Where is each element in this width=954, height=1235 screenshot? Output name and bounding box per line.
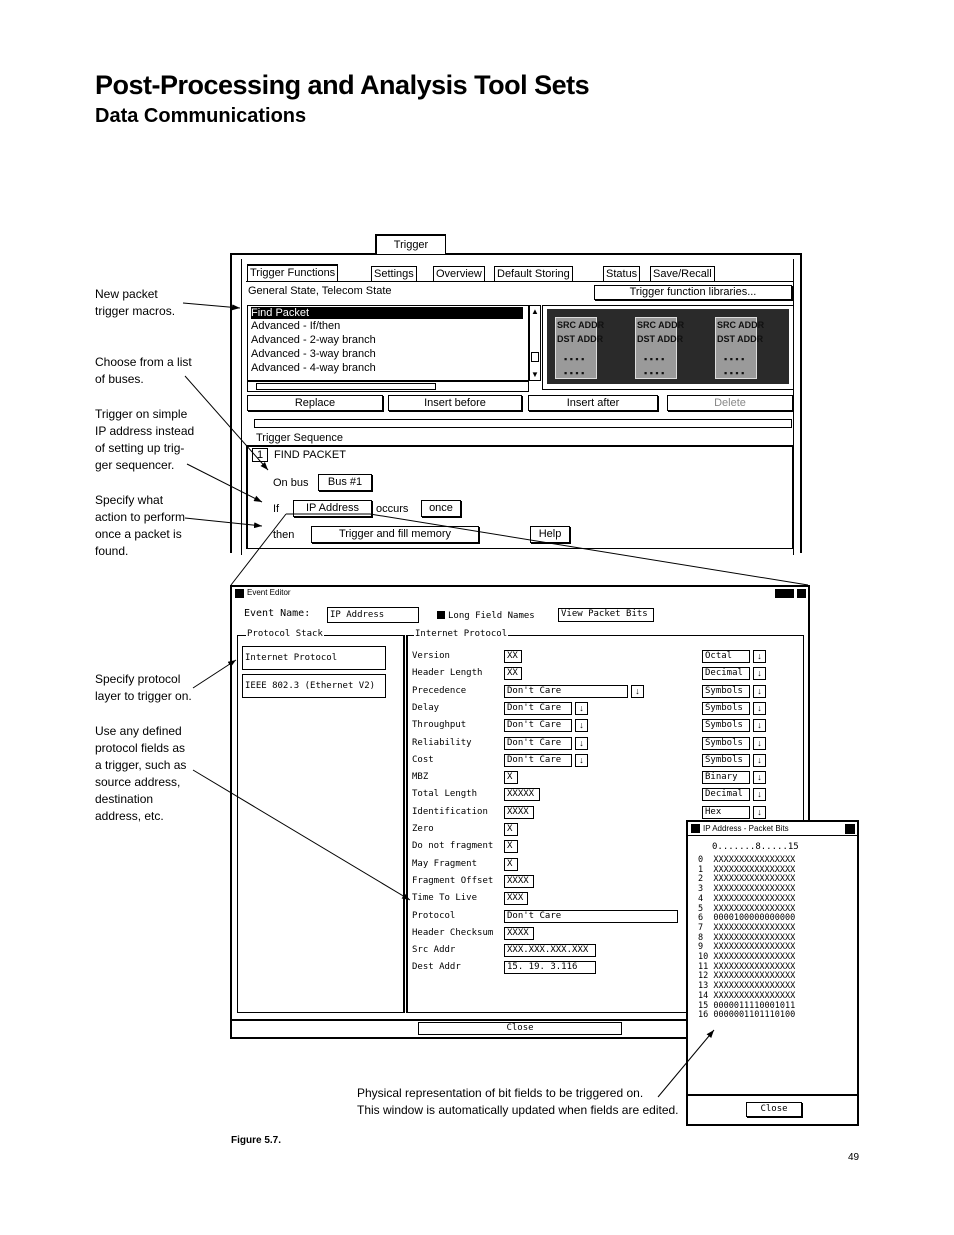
bits-row: 8 XXXXXXXXXXXXXXXX <box>698 932 796 943</box>
field-format-select[interactable]: Decimal <box>702 667 750 680</box>
dropdown-arrow-icon[interactable]: ↓ <box>753 685 766 698</box>
field-value-input[interactable]: 15. 19. 3.116 <box>504 961 596 974</box>
if-condition-select[interactable]: IP Address <box>293 500 372 517</box>
insert-after-button[interactable]: Insert after <box>528 395 658 411</box>
field-value-input[interactable]: XXXX <box>504 806 534 819</box>
field-name: Src Addr <box>412 945 456 955</box>
step-name: FIND PACKET <box>274 449 346 461</box>
bits-row: 10 XXXXXXXXXXXXXXXX <box>698 952 796 963</box>
list-item[interactable]: Advanced - 3-way branch <box>251 348 376 360</box>
tab-save-recall[interactable]: Save/Recall <box>650 266 715 281</box>
field-name: Fragment Offset <box>412 876 494 886</box>
field-format-select[interactable]: Hex <box>702 806 750 819</box>
dropdown-arrow-icon[interactable]: ↓ <box>753 788 766 801</box>
bits-row: 3 XXXXXXXXXXXXXXXX <box>698 884 796 895</box>
field-value-input[interactable]: Don't Care <box>504 910 678 923</box>
ip-group-label: Internet Protocol <box>415 629 508 639</box>
preview-src-label: SRC ADDR <box>637 320 685 330</box>
bits-row: 12 XXXXXXXXXXXXXXXX <box>698 971 796 982</box>
dropdown-arrow-icon[interactable]: ↓ <box>753 806 766 819</box>
delete-button[interactable]: Delete <box>667 395 793 411</box>
list-item[interactable]: Find Packet <box>251 307 523 319</box>
preview-dst-label: DST ADDR <box>717 334 764 344</box>
preview-pane: SRC ADDR DST ADDR ▪ ▪ ▪ ▪ ▪ ▪ ▪ ▪ SRC ADDR DST ADDR ▪ ▪ ▪ ▪ ▪ ▪ ▪ ▪ SRC ADDR DST ADDR ▪ ▪ ▪ ▪ ▪ ▪ ▪ ▪ <box>542 305 794 390</box>
field-name: Version <box>412 651 450 661</box>
leader-line <box>183 303 240 308</box>
field-name: Cost <box>412 755 434 765</box>
tab-trigger-functions[interactable]: Trigger Functions <box>247 264 338 282</box>
field-value-input[interactable]: X <box>504 771 518 784</box>
preview-dst-label: DST ADDR <box>637 334 684 344</box>
callout-protocol-fields: Use any defined protocol fields as a trigger, such as source address, destination address, etc. <box>95 724 187 823</box>
dropdown-arrow-icon[interactable]: ↓ <box>753 702 766 715</box>
field-format-select[interactable]: Binary <box>702 771 750 784</box>
dropdown-arrow-icon[interactable]: ↓ <box>575 754 588 767</box>
list-scrollbar[interactable]: ▲ ▼ <box>529 305 541 381</box>
bits-row: 4 XXXXXXXXXXXXXXXX <box>698 893 796 904</box>
field-value-input[interactable]: Don't Care <box>504 719 572 732</box>
tab-overview[interactable]: Overview <box>433 266 485 281</box>
state-label: General State, Telecom State <box>248 285 392 297</box>
leader-line <box>185 376 268 470</box>
field-value-input[interactable]: XXXXX <box>504 788 540 801</box>
page-subtitle: Data Communications <box>95 105 307 127</box>
field-value-input[interactable]: XX <box>504 650 522 663</box>
protocol-stack-label: Protocol Stack <box>247 629 323 639</box>
then-action-select[interactable]: Trigger and fill memory <box>311 526 479 543</box>
bits-row: 7 XXXXXXXXXXXXXXXX <box>698 922 796 933</box>
field-format-select[interactable]: Symbols <box>702 685 750 698</box>
if-label: If <box>273 503 280 515</box>
field-format-select[interactable]: Octal <box>702 650 750 663</box>
callout-bus-list: Choose from a list of buses. <box>95 355 192 386</box>
field-format-select[interactable]: Symbols <box>702 719 750 732</box>
field-value-input[interactable]: Don't Care <box>504 685 628 698</box>
occurs-label: occurs <box>376 503 409 515</box>
sequence-label: Trigger Sequence <box>256 432 344 444</box>
field-format-select[interactable]: Symbols <box>702 737 750 750</box>
bits-row: 9 XXXXXXXXXXXXXXXX <box>698 942 796 953</box>
callout-action: Specify what action to perform once a packet is found. <box>95 493 186 558</box>
dropdown-arrow-icon[interactable]: ↓ <box>753 650 766 663</box>
bits-row: 15 0000011110001011 <box>698 1000 796 1011</box>
page-number: 49 <box>848 1152 860 1163</box>
dropdown-arrow-icon[interactable]: ↓ <box>575 737 588 750</box>
field-name: Precedence <box>412 686 467 696</box>
dropdown-arrow-icon[interactable]: ↓ <box>575 719 588 732</box>
bits-row: 5 XXXXXXXXXXXXXXXX <box>698 903 796 914</box>
then-label: then <box>273 529 295 541</box>
protocol-stack-item[interactable]: IEEE 802.3 (Ethernet V2) <box>242 674 386 698</box>
protocol-stack-item[interactable]: Internet Protocol <box>242 646 386 670</box>
leader-line <box>370 514 808 585</box>
tab-default-storing[interactable]: Default Storing <box>494 266 573 281</box>
field-value-input[interactable]: Don't Care <box>504 737 572 750</box>
field-name: Protocol <box>412 911 456 921</box>
field-format-select[interactable]: Symbols <box>702 754 750 767</box>
field-value-input[interactable]: XXX.XXX.XXX.XXX <box>504 944 596 957</box>
packet-bits-close-button[interactable]: Close <box>746 1102 802 1117</box>
leader-line <box>185 518 262 526</box>
callout-ip-address: Trigger on simple IP address instead of setting up trig-ger sequencer. <box>95 407 195 472</box>
bottom-caption-line2: This window is automatically updated when fields are edited. <box>357 1103 679 1117</box>
field-value-input[interactable]: XXX <box>504 892 528 905</box>
leader-line <box>658 1030 714 1097</box>
occurs-select[interactable]: once <box>421 500 461 517</box>
field-name: Identification <box>412 807 488 817</box>
bits-row: 6 0000100000000000 <box>698 913 796 924</box>
field-value-input[interactable]: XXXX <box>504 875 534 888</box>
insert-before-button[interactable]: Insert before <box>388 395 522 411</box>
dropdown-arrow-icon[interactable]: ↓ <box>753 771 766 784</box>
field-format-select[interactable]: Decimal <box>702 788 750 801</box>
event-name-input[interactable]: IP Address <box>327 607 419 623</box>
bits-row: 16 0000001101110100 <box>698 1010 796 1021</box>
field-value-input[interactable]: XXXX <box>504 927 534 940</box>
field-name: Header Checksum <box>412 928 494 938</box>
dropdown-arrow-icon[interactable]: ↓ <box>753 754 766 767</box>
event-name-label: Event Name: <box>244 608 311 619</box>
field-value-input[interactable]: X <box>504 840 518 853</box>
field-name: Do not fragment <box>412 841 494 851</box>
field-format-select[interactable]: Symbols <box>702 702 750 715</box>
preview-dst-label: DST ADDR <box>557 334 604 344</box>
dropdown-arrow-icon[interactable]: ↓ <box>753 737 766 750</box>
bits-row: 11 XXXXXXXXXXXXXXXX <box>698 961 796 972</box>
field-name: Header Length <box>412 668 483 678</box>
packet-bits-title: IP Address - Packet Bits <box>703 824 789 833</box>
field-name: Total Length <box>412 789 478 799</box>
close-button[interactable]: Close <box>418 1022 622 1035</box>
preview-src-label: SRC ADDR <box>557 320 605 330</box>
leader-line <box>187 464 262 502</box>
tab-settings[interactable]: Settings <box>371 266 417 281</box>
preview-src-label: SRC ADDR <box>717 320 765 330</box>
list-item[interactable]: Advanced - 2-way branch <box>251 334 376 346</box>
bits-row: 1 XXXXXXXXXXXXXXXX <box>698 864 796 875</box>
dropdown-arrow-icon[interactable]: ↓ <box>631 685 644 698</box>
bits-header: 0.......8.....15 <box>712 842 799 852</box>
page-title: Post-Processing and Analysis Tool Sets <box>95 70 590 100</box>
figure-label: Figure 5.7. <box>231 1135 282 1146</box>
dropdown-arrow-icon[interactable]: ↓ <box>753 667 766 680</box>
bits-row: 14 XXXXXXXXXXXXXXXX <box>698 990 796 1001</box>
libraries-button[interactable]: Trigger function libraries... <box>594 285 792 300</box>
view-packet-bits-button[interactable]: View Packet Bits <box>558 608 654 622</box>
long-field-names-label: Long Field Names <box>448 611 535 621</box>
field-value-input[interactable]: X <box>504 858 518 871</box>
bottom-caption-line1: Physical representation of bit fields to be triggered on. <box>357 1086 644 1100</box>
field-value-input[interactable]: X <box>504 823 518 836</box>
list-item[interactable]: Advanced - If/then <box>251 320 341 332</box>
list-item[interactable]: Advanced - 4-way branch <box>251 362 376 374</box>
leader-line <box>193 660 236 688</box>
bits-row: 2 XXXXXXXXXXXXXXXX <box>698 874 796 885</box>
dropdown-arrow-icon[interactable]: ↓ <box>575 702 588 715</box>
field-value-input[interactable]: XX <box>504 667 522 680</box>
leader-line <box>231 514 286 585</box>
dropdown-arrow-icon[interactable]: ↓ <box>753 719 766 732</box>
step-number: 1 <box>252 448 268 462</box>
callout-protocol-layer: Specify protocol layer to trigger on. <box>95 672 192 703</box>
field-name: Zero <box>412 824 434 834</box>
replace-button[interactable]: Replace <box>247 395 383 411</box>
field-name: Reliability <box>412 738 472 748</box>
field-name: Throughput <box>412 720 467 730</box>
field-name: Time To Live <box>412 893 478 903</box>
field-value-input[interactable]: Don't Care <box>504 754 572 767</box>
bits-row: 0 XXXXXXXXXXXXXXXX <box>698 855 796 865</box>
bits-row: 13 XXXXXXXXXXXXXXXX <box>698 981 796 992</box>
leader-line <box>193 770 410 900</box>
field-name: Delay <box>412 703 440 713</box>
field-value-input[interactable]: Don't Care <box>504 702 572 715</box>
field-name: Dest Addr <box>412 962 461 972</box>
bus-select[interactable]: Bus #1 <box>318 474 372 491</box>
tab-trigger[interactable]: Trigger <box>375 234 446 254</box>
callout-trigger-macros: New packet trigger macros. <box>95 287 176 318</box>
on-bus-label: On bus <box>273 477 309 489</box>
help-button[interactable]: Help <box>530 526 570 543</box>
tab-status[interactable]: Status <box>603 266 640 281</box>
event-editor-title: Event Editor <box>247 588 291 597</box>
field-name: May Fragment <box>412 859 478 869</box>
field-name: MBZ <box>412 772 429 782</box>
